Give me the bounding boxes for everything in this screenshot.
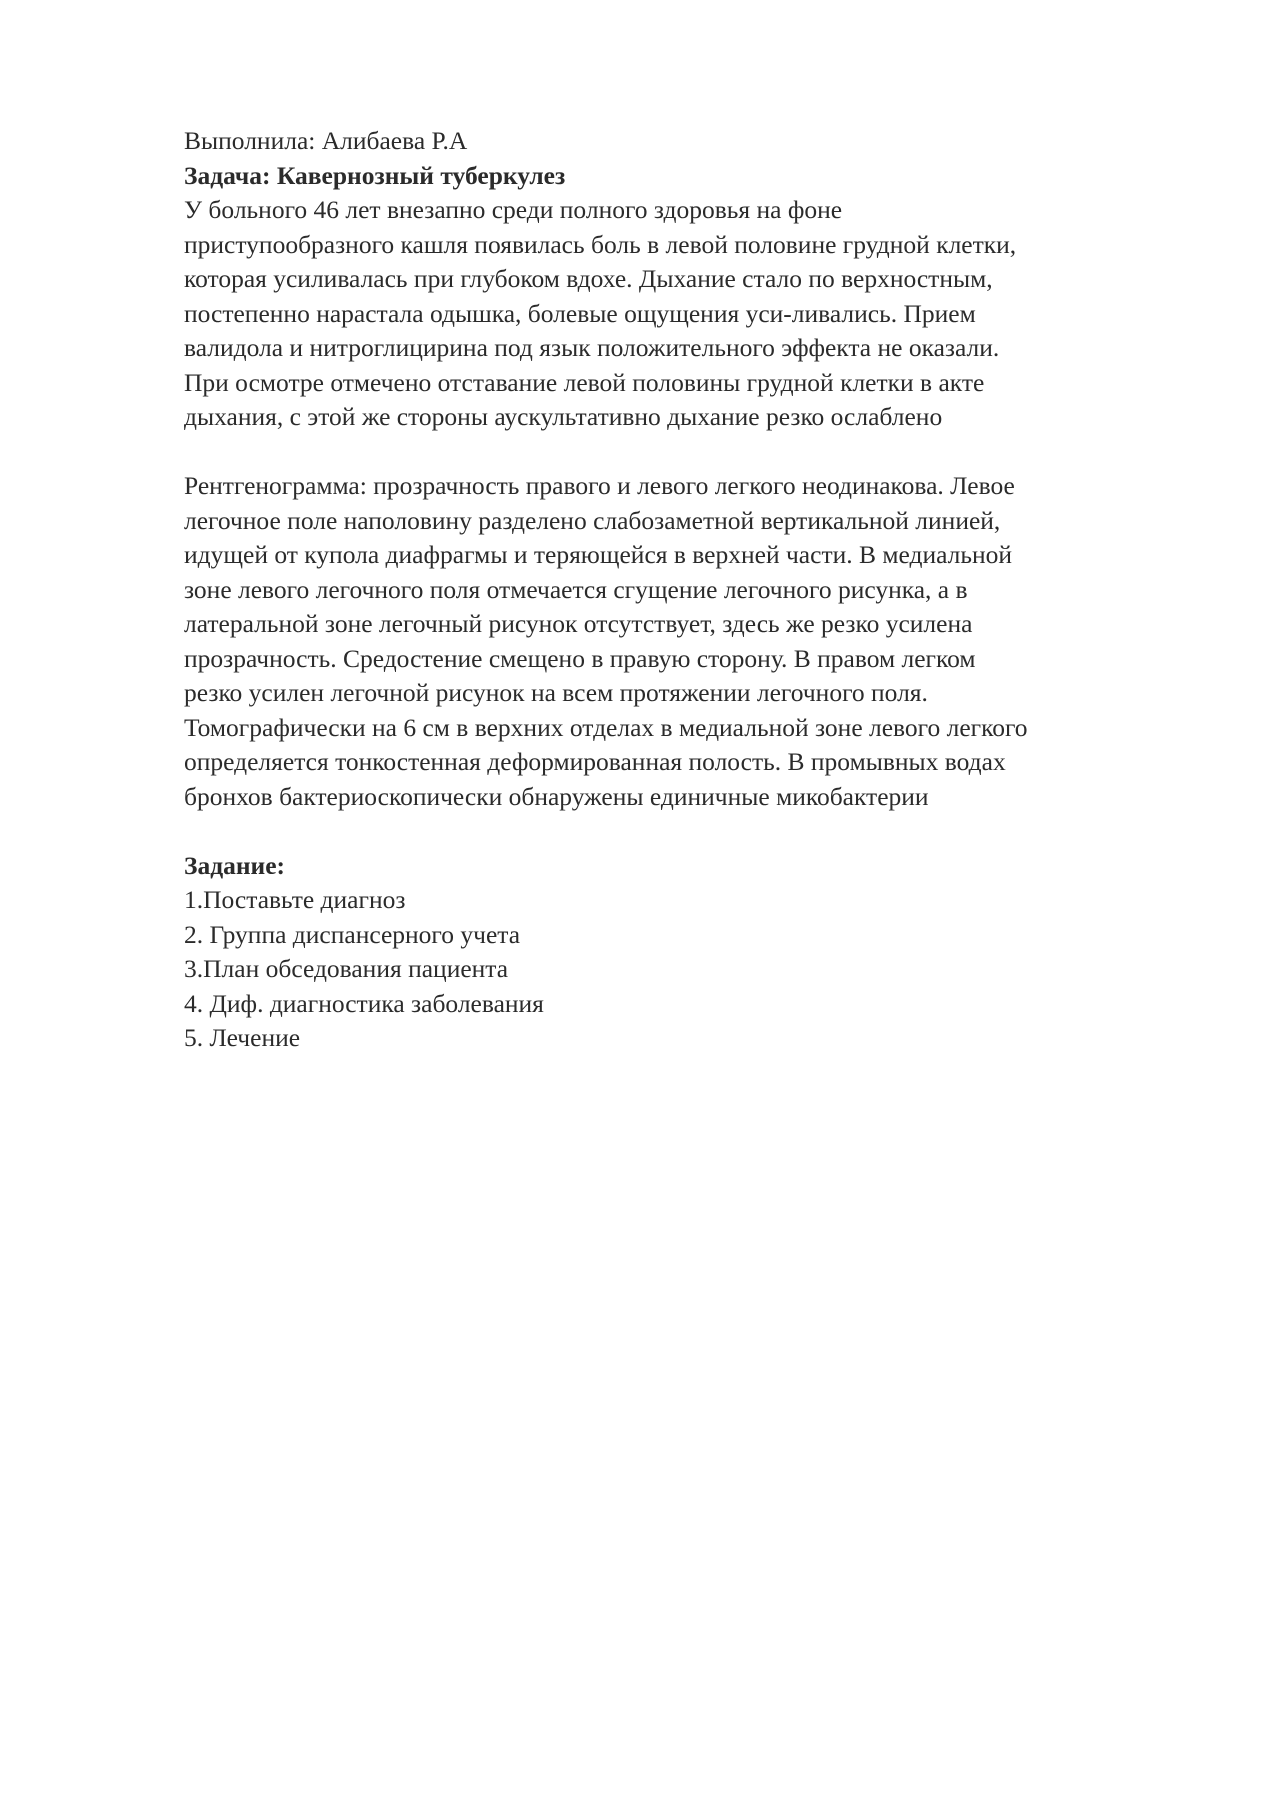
case-line: При осмотре отмечено отставание левой половины грудной клетки в акте <box>184 367 985 397</box>
paragraph-spacer <box>184 814 1224 849</box>
xray-line: латеральной зоне легочный рисунок отсутствует, здесь же резко усилена <box>184 609 973 638</box>
case-line: постепенно нарастала одышка, болевые ощущения уси-ливались. Прием <box>184 298 976 328</box>
task-title: Задача: Кавернозный туберкулез <box>184 160 566 190</box>
case-line: приступообразного кашля появилась боль в левой половине грудной клетки, <box>184 229 1017 259</box>
xray-line: определяется тонкостенная деформированная полость. В промывных водах <box>184 747 1006 776</box>
task-list <box>184 883 1224 1056</box>
task-item: 3.План обседования пациента <box>184 954 509 983</box>
xray-line: Томографически на 6 см в верхних отделах в медиальной зоне левого легкого <box>184 712 1028 742</box>
task-item: 1.Поставьте диагноз <box>184 885 406 914</box>
xray-line: легочное поле наполовину разделено слабозаметной вертикальной линией, <box>184 505 1001 535</box>
author-line: Выполнила: Алибаева Р.А <box>184 126 468 155</box>
xray-line: идущей от купола диафрагмы и теряющейся в верхней части. В медиальной <box>184 540 1013 569</box>
case-line: дыхания, с этой же стороны аускультативно дыхание резко ослаблено <box>184 402 943 431</box>
xray-line: Рентгенограмма: прозрачность правого и левого легкого неодинакова. Левое <box>184 471 1015 500</box>
task-item: 4. Диф. диагностика заболевания <box>184 988 544 1018</box>
case-line: которая усиливалась при глубоком вдохе. Дыхание стало по верхностным, <box>184 264 993 293</box>
document-body <box>184 124 1224 1056</box>
xray-findings-paragraph <box>184 469 1224 814</box>
xray-line: прозрачность. Средостение смещено в правую сторону. В правом легком <box>184 643 976 673</box>
case-description-paragraph <box>184 193 1224 435</box>
xray-line: резко усилен легочной рисунок на всем протяжении легочного поля. <box>184 678 928 707</box>
task-item: 2. Группа диспансерного учета <box>184 919 521 949</box>
xray-line: бронхов бактериоскопически обнаружены единичные микобактерии <box>184 781 929 811</box>
xray-line: зоне левого легочного поля отмечается сгущение легочного рисунка, а в <box>184 574 968 604</box>
case-line: валидола и нитроглицирина под язык положительного эффекта не оказали. <box>184 333 1000 362</box>
paragraph-spacer <box>184 435 1224 470</box>
case-line: У больного 46 лет внезапно среди полного здоровья на фоне <box>184 195 843 224</box>
task-item: 5. Лечение <box>184 1023 301 1052</box>
task-heading: Задание: <box>184 850 286 880</box>
